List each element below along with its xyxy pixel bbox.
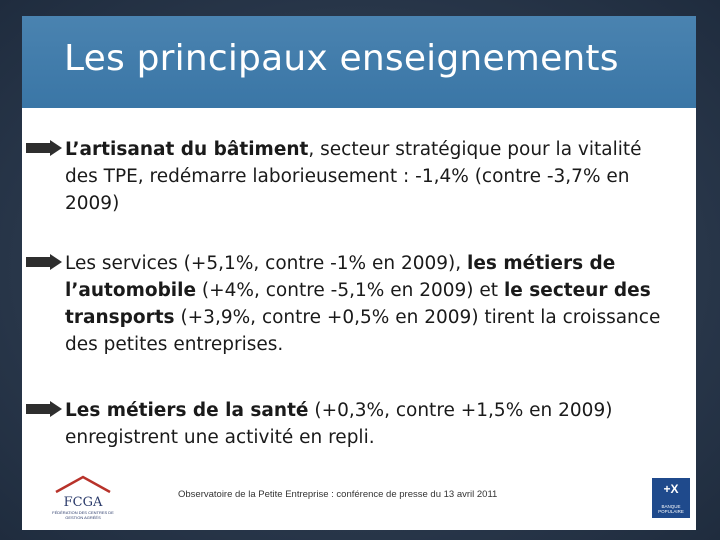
fcga-logo-text: FCGA: [63, 495, 103, 510]
bullet-text-3: [65, 397, 665, 451]
bullet-text-1: [65, 136, 665, 217]
banque-populaire-logo: [652, 478, 690, 518]
bullet-segment: (+3,9%, contre +0,5% en 2009) tirent la croissance des petites entreprises.: [65, 307, 661, 355]
bullet-bold-segment: L’artisanat du bâtiment: [65, 139, 309, 160]
bullet-segment: (+5,1%, contre -1% en 2009),: [177, 253, 468, 274]
fcga-logo: [48, 474, 118, 524]
bullet-segment: , secteur stratégique pour la vitalité des TPE, redémarre laborieusement : -1,4% (contre -3,7% en 2009): [65, 139, 642, 214]
slide-title: Les principaux enseignements: [64, 38, 619, 79]
bullet-segment: (+0,3%, contre +1,5% en 2009) enregistrent une activité en repli.: [65, 400, 613, 448]
slide: [22, 16, 696, 530]
bullet-bold-segment: le secteur des transports: [65, 280, 651, 328]
arrow-right-icon: [26, 401, 62, 417]
arrow-right-icon: [26, 140, 62, 156]
house-icon: [48, 474, 118, 510]
bullet-bold-segment: les métiers de l’automobile: [65, 253, 616, 301]
footer-caption: Observatoire de la Petite Entreprise : conférence de presse du 13 avril 2011: [178, 489, 498, 500]
title-bar: [22, 16, 696, 108]
bullet-segment: Les services: [65, 253, 178, 274]
bullet-text-2: [65, 250, 665, 358]
banque-populaire-mark: +X: [663, 482, 679, 496]
bullet-bold-segment: Les métiers de la santé: [65, 400, 309, 421]
fcga-logo-caption: FÉDÉRATION DES CENTRES DE GESTION AGRÉÉS: [52, 510, 114, 520]
banque-populaire-caption: BANQUE POPULAIRE: [658, 504, 684, 514]
bullet-segment: (+4%, contre -5,1% en 2009) et: [196, 280, 504, 301]
arrow-right-icon: [26, 254, 62, 270]
